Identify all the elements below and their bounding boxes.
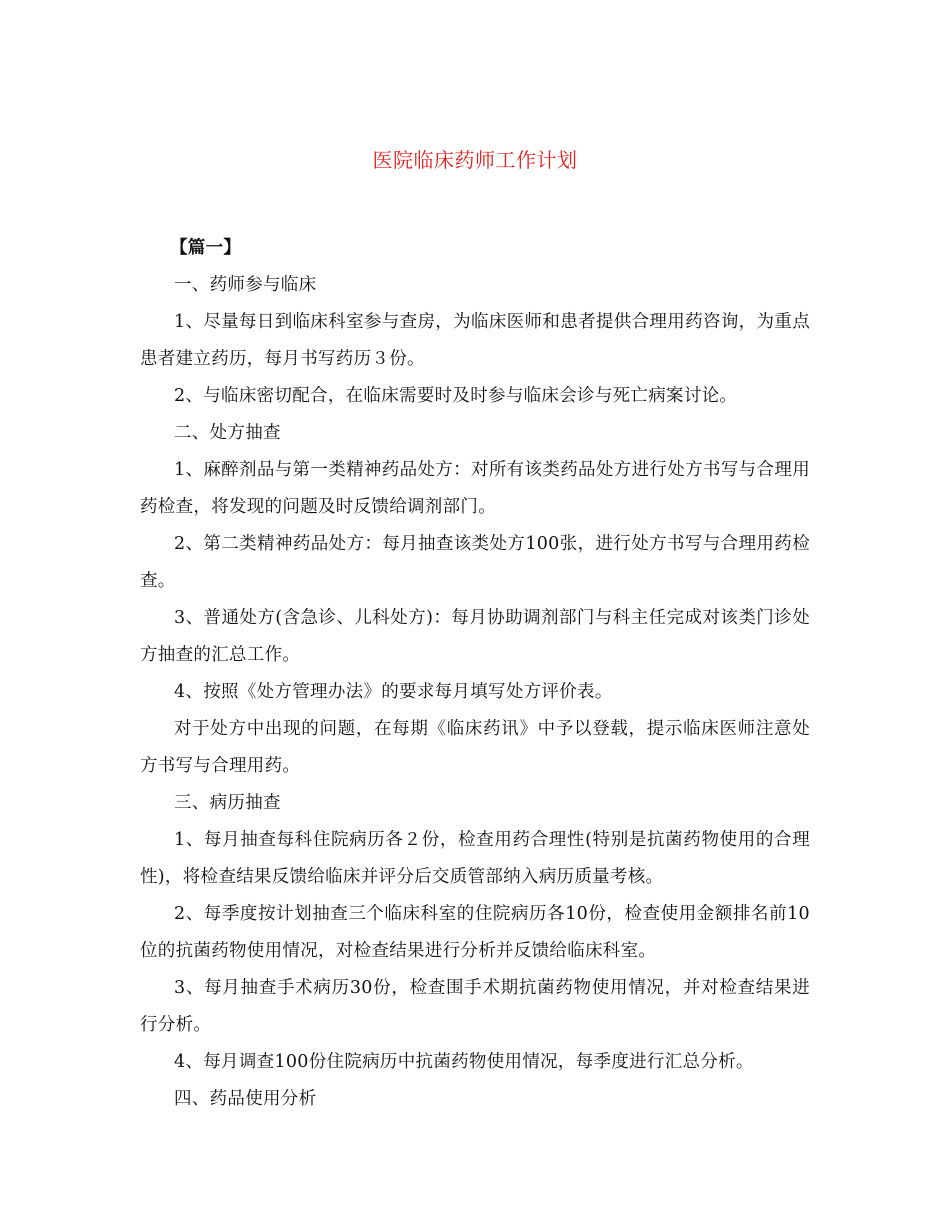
heading-drug-usage-analysis: 四、药品使用分析: [174, 1089, 317, 1109]
paragraph: 对于处方中出现的问题，在每期《临床药讯》中予以登载，提示临床医师注意处方书写与合理用药。: [140, 719, 810, 776]
heading-medical-record-check: 三、病历抽查: [174, 793, 281, 813]
section-label: 【篇一】: [170, 238, 242, 258]
heading-prescription-check: 二、处方抽查: [174, 423, 281, 443]
document-body: [140, 230, 810, 1118]
paragraph: 4、每月调查100份住院病历中抗菌药物使用情况，每季度进行汇总分析。: [174, 1052, 754, 1072]
paragraph: 3、每月抽查手术病历30份，检查围手术期抗菌药物使用情况，并对检查结果进行分析。: [140, 978, 810, 1035]
paragraph: 2、与临床密切配合，在临床需要时及时参与临床会诊与死亡病案讨论。: [174, 386, 738, 406]
paragraph: 1、每月抽查每科住院病历各２份，检查用药合理性(特别是抗菌药物使用的合理性)，将检查结果反馈给临床并评分后交质管部纳入病历质量考核。: [140, 830, 810, 887]
paragraph: 4、按照《处方管理办法》的要求每月填写处方评价表。: [174, 682, 613, 702]
paragraph: 1、麻醉剂品与第一类精神药品处方：对所有该类药品处方进行处方书写与合理用药检查，将发现的问题及时反馈给调剂部门。: [140, 460, 810, 517]
document-title: 医院临床药师工作计划: [372, 148, 578, 172]
heading-pharmacist-clinical: 一、药师参与临床: [174, 275, 317, 295]
paragraph: 3、普通处方(含急诊、儿科处方)：每月协助调剂部门与科主任完成对该类门诊处方抽查的汇总工作。: [140, 608, 810, 665]
paragraph: 2、第二类精神药品处方：每月抽查该类处方100张，进行处方书写与合理用药检查。: [140, 534, 810, 591]
paragraph: 2、每季度按计划抽查三个临床科室的住院病历各10份，检查使用金额排名前10位的抗菌药物使用情况，对检查结果进行分析并反馈给临床科室。: [140, 904, 810, 961]
paragraph: 1、尽量每日到临床科室参与查房，为临床医师和患者提供合理用药咨询，为重点患者建立药历，每月书写药历３份。: [140, 312, 810, 369]
